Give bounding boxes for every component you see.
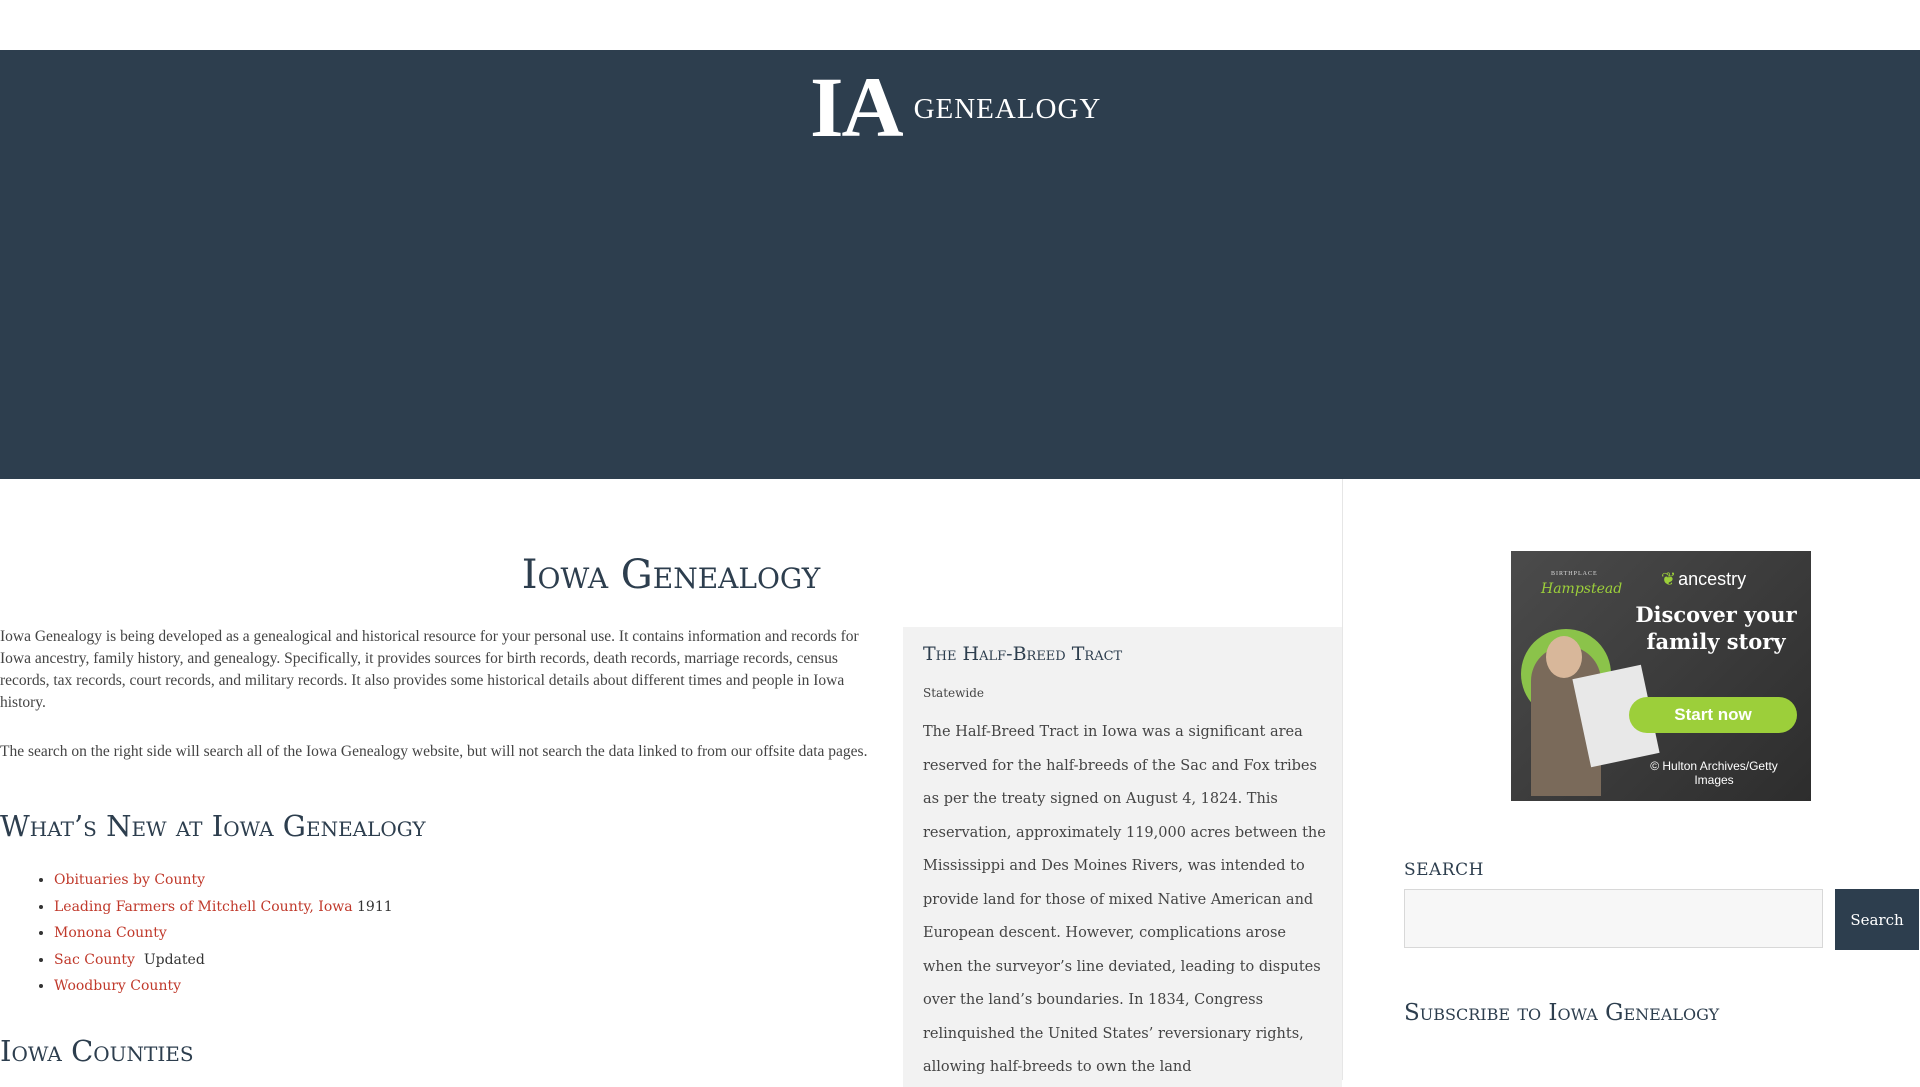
ad-photo-head — [1546, 636, 1582, 678]
whats-new-list — [54, 867, 393, 1000]
news-link-sac[interactable]: Sac County — [54, 951, 135, 968]
ad-headline: Discover your family story — [1635, 602, 1797, 654]
logo-mark: IA — [810, 59, 902, 155]
feature-card-title[interactable]: The Half-Breed Tract — [923, 643, 1123, 665]
feature-card — [903, 627, 1342, 1087]
search-input[interactable] — [1404, 889, 1823, 948]
whats-new-heading: What’s New at Iowa Genealogy — [0, 809, 426, 843]
ancestry-ad-banner[interactable] — [1511, 551, 1811, 801]
news-link-woodbury[interactable]: Woodbury County — [54, 978, 181, 994]
counties-heading: Iowa Counties — [0, 1034, 194, 1068]
list-item — [54, 973, 393, 1000]
sidebar — [1343, 479, 1920, 1080]
site-logo[interactable] — [810, 59, 1102, 155]
list-item — [54, 867, 393, 894]
news-link-mitchell-farmers[interactable]: Leading Farmers of Mitchell County, Iowa — [54, 898, 353, 915]
ancestry-leaf-icon: ❦ — [1661, 569, 1677, 589]
search-button[interactable]: Search — [1835, 889, 1919, 950]
news-suffix: 1911 — [352, 898, 393, 915]
feature-card-body: The Half-Breed Tract in Iowa was a significant area reserved for the half-breeds of the Sac and Fox tribes as per the treaty signed on August 4, 1824. This reservation, approximately 119,000 acres between the Mississippi and Des Moines Rivers, was intended to provide land for those of mixed Native American and European descent. However, complications arose when the surveyor’s line deviated, leading to disputes over the land’s boundaries. In 1834, Congress relinquished the United States’ reversionary rights, allowing half-breeds to own the land — [923, 724, 1326, 1075]
intro-paragraph: Iowa Genealogy is being developed as a genealogical and historical resource for your personal use. It contains information and records for Iowa ancestry, family history, and genealogy. Specifically, it provides sources for birth records, death records, marriage records, census records, tax records, court records, and military records. It also provides some historical details about different times and people in Iowa history. — [0, 628, 859, 711]
main-content — [0, 479, 1343, 1080]
top-bar — [0, 0, 1920, 50]
news-suffix: Updated — [134, 951, 205, 968]
ad-start-now-button[interactable]: Start now — [1629, 697, 1797, 733]
page-title: Iowa Genealogy — [521, 552, 821, 598]
list-item — [54, 947, 393, 974]
ad-brand-name: ancestry — [1678, 569, 1747, 589]
ad-small-text: BIRTHPLACE — [1551, 571, 1598, 577]
logo-wordmark: GENEALOGY — [913, 93, 1102, 125]
subscribe-heading: Subscribe to Iowa Genealogy — [1404, 1000, 1720, 1026]
search-note-paragraph: The search on the right side will search all of the Iowa Genealogy website, but will not search the data linked to from our offsite data pages. — [0, 743, 868, 760]
ad-script-text: Hampstead — [1541, 581, 1623, 597]
search-label: SEARCH — [1404, 860, 1484, 880]
list-item — [54, 920, 393, 947]
news-link-obituaries[interactable]: Obituaries by County — [54, 872, 206, 888]
news-link-monona[interactable]: Monona County — [54, 925, 167, 941]
ad-brand — [1661, 569, 1746, 590]
list-item — [54, 894, 393, 921]
feature-card-tag[interactable]: Statewide — [923, 686, 985, 700]
ad-photo-credit: © Hulton Archives/Getty Images — [1650, 759, 1778, 787]
